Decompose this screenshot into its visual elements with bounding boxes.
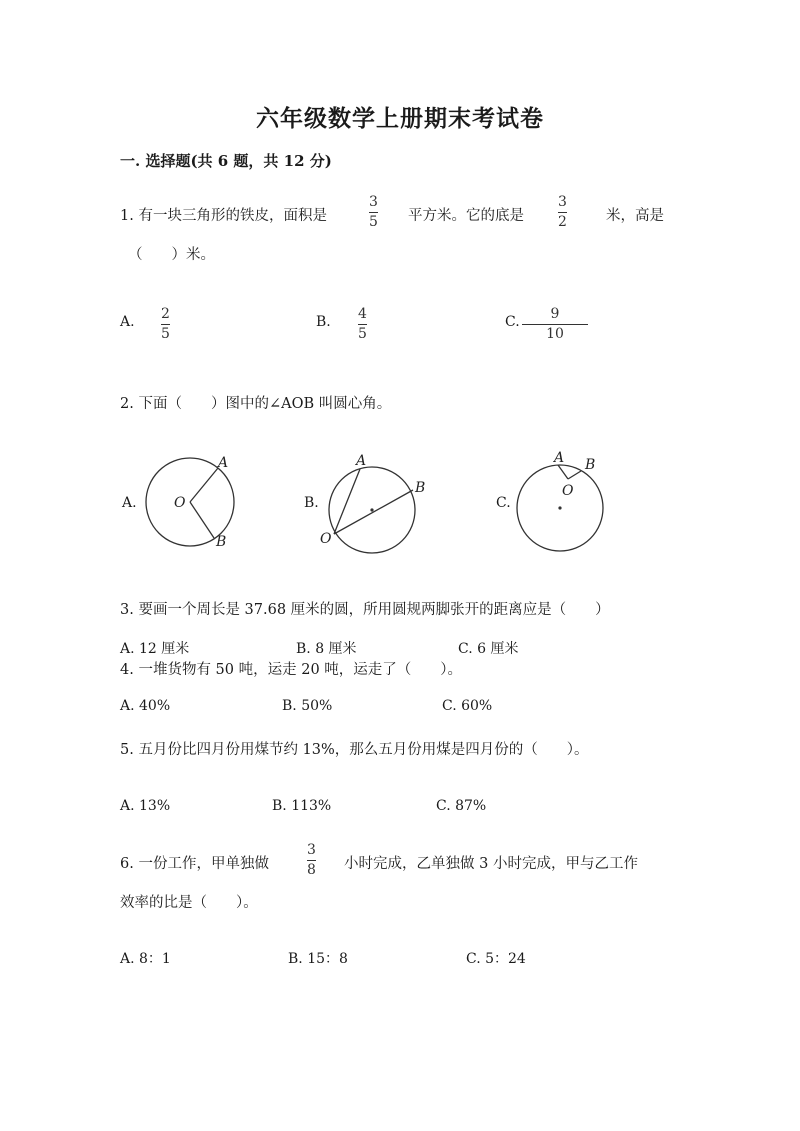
q1-text-part2: 平方米。它的底是 [408,208,524,224]
q4-option-b[interactable]: B. 50% [282,698,333,714]
q6-option-a[interactable]: A. 8：1 [120,951,171,967]
q1-option-a-denominator: 5 [161,326,170,342]
q1-option-a-label: A. [120,314,135,330]
q1-option-c-label: C. [505,314,520,330]
q2-text: 2. 下面（ ）图中的∠AOB 叫圆心角。 [120,396,392,412]
q2-option-c-label: C. [496,495,511,511]
page-title: 六年级数学上册期末考试卷 [256,105,544,132]
q2-option-a-label: A. [122,495,137,511]
section-heading: 一. 选择题(共 6 题，共 12 分) [120,152,332,170]
q2-option-a-circle-diagram[interactable] [140,450,260,570]
q5-option-a[interactable]: A. 13% [120,798,171,814]
q2-option-b-label: B. [304,495,319,511]
q5-option-b[interactable]: B. 113% [272,798,332,814]
q6-text-line2: 效率的比是（ ）。 [120,895,258,911]
q2-c-label-a: A [554,450,565,466]
q2-c-label-b: B [585,457,596,473]
q3-option-c[interactable]: C. 6 厘米 [458,641,519,657]
q1-option-c-denominator: 10 [546,326,564,342]
q1-option-c-fraction[interactable] [522,307,588,342]
q6-fraction [307,843,316,878]
q2-b-label-o: O [320,531,332,547]
q2-a-label-a: A [218,455,229,471]
q5-text: 5. 五月份比四月份用煤节约 13%，那么五月份用煤是四月份的（ ）。 [120,742,589,758]
q1-base-numerator: 3 [558,194,567,210]
q1-text-line2: （ ）米。 [128,247,215,263]
q2-c-label-o: O [562,483,574,499]
q1-option-b-fraction[interactable] [358,307,367,342]
q1-base-denominator: 2 [558,214,567,230]
q6-text-part1: 6. 一份工作，甲单独做 [120,856,269,872]
q4-option-a[interactable]: A. 40% [120,698,171,714]
q1-option-b-label: B. [316,314,331,330]
q1-text-part1: 1. 有一块三角形的铁皮，面积是 [120,208,327,224]
q1-fraction-base [558,195,567,230]
q1-area-numerator: 3 [369,194,378,210]
q2-b-label-b: B [415,480,426,496]
q6-option-c[interactable]: C. 5：24 [466,951,526,967]
q4-option-c[interactable]: C. 60% [442,698,493,714]
q4-text: 4. 一堆货物有 50 吨，运走 20 吨，运走了（ ）。 [120,662,463,678]
q3-option-a[interactable]: A. 12 厘米 [120,641,190,657]
q1-option-b-numerator: 4 [358,306,367,322]
q2-b-label-a: A [356,453,367,469]
q6-numerator: 3 [307,842,316,858]
q5-option-c[interactable]: C. 87% [436,798,487,814]
q1-text-part3: 米，高是 [606,208,664,224]
q6-text-part2: 小时完成，乙单独做 3 小时完成，甲与乙工作 [344,856,638,872]
q1-option-b-denominator: 5 [358,326,367,342]
q1-area-denominator: 5 [369,214,378,230]
q6-denominator: 8 [307,862,316,878]
q3-option-b[interactable]: B. 8 厘米 [296,641,357,657]
q1-option-a-fraction[interactable] [161,307,170,342]
q1-option-c-numerator: 9 [550,306,560,322]
q3-text: 3. 要画一个周长是 37.68 厘米的圆，所用圆规两脚张开的距离应是（ ） [120,602,610,618]
q2-a-label-b: B [216,534,227,550]
q1-option-a-numerator: 2 [161,306,170,322]
q2-option-c-circle-diagram[interactable] [510,450,630,570]
q2-a-label-o: O [174,495,186,511]
q6-option-b[interactable]: B. 15：8 [288,951,348,967]
q1-fraction-area [369,195,378,230]
q2-option-b-circle-diagram[interactable] [320,450,450,570]
